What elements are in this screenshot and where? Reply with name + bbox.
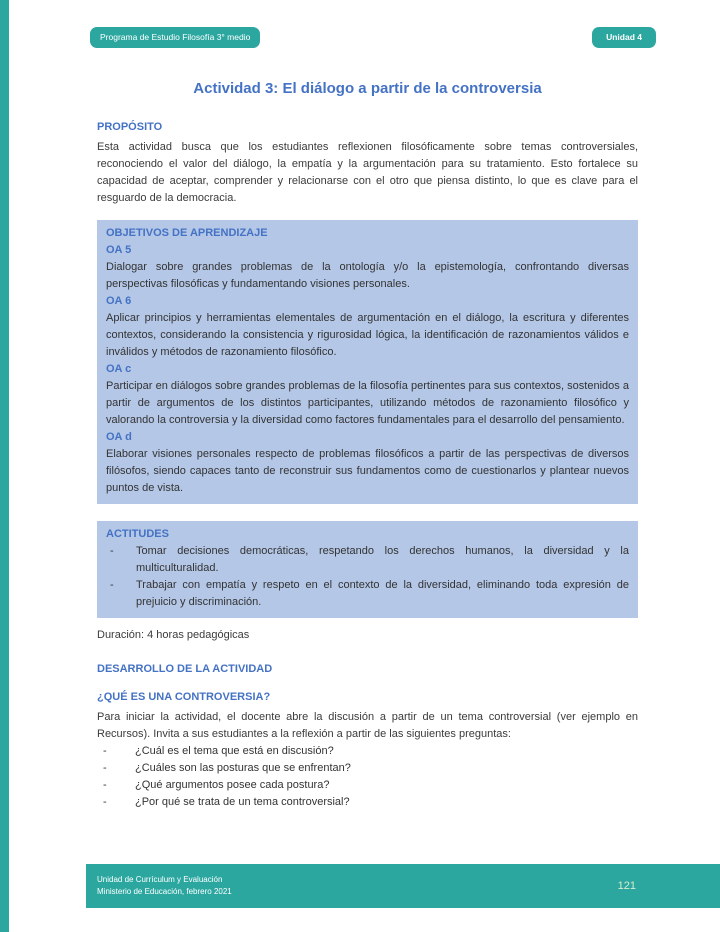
actitudes-heading: ACTITUDES (106, 528, 169, 540)
dash-bullet: - (103, 779, 107, 791)
left-accent-bar (0, 0, 9, 932)
footer-bar (86, 864, 720, 908)
oa-text-c: Participar en diálogos sobre grandes problemas de la filosofía pertinentes para sus contextos, sostenidos a partir de argumentos de los distintos participantes, utilizando métodos de razonamiento filosófico y valorando la controversia y la diversidad como factores fundamentales para el desarrollo del pensamiento. (106, 380, 629, 426)
controversia-intro: Para iniciar la actividad, el docente abre la discusión a partir de un tema controversial (ver ejemplo en Recursos). Invita a sus estudiantes a la reflexión a partir de las siguientes preguntas: (97, 711, 638, 740)
question-text: ¿Por qué se trata de un tema controversial? (135, 796, 350, 808)
question-item (97, 794, 638, 811)
oa-text-5: Dialogar sobre grandes problemas de la ontología y/o la epistemología, confrontando diversas perspectivas filosóficas y fundamentando visiones personales. (106, 261, 629, 290)
program-badge: Programa de Estudio Filosofía 3° medio (90, 27, 260, 48)
activity-title: Actividad 3: El diálogo a partir de la controversia (193, 80, 542, 97)
footer-line2: Ministerio de Educación, febrero 2021 (97, 887, 232, 896)
question-item (97, 760, 638, 777)
question-text: ¿Qué argumentos posee cada postura? (135, 779, 330, 791)
actitud-text: Trabajar con empatía y respeto en el contexto de la diversidad, eliminando toda expresión de prejuicio y discriminación. (136, 579, 629, 608)
page-number: 121 (617, 880, 636, 892)
dash-bullet: - (110, 545, 114, 557)
oa-text-6: Aplicar principios y herramientas elementales de argumentación en el diálogo, la escritura y diferentes contextos, considerando la consistencia y rigurosidad lógica, la identificación de razonamientos válidos e inválidos y métodos de razonamiento filosófico. (106, 312, 629, 358)
page-content (97, 80, 638, 811)
actitudes-box (97, 521, 638, 618)
dash-bullet: - (103, 745, 107, 757)
actitud-item (106, 543, 629, 577)
proposito-heading: PROPÓSITO (97, 121, 163, 133)
dash-bullet: - (103, 762, 107, 774)
desarrollo-heading: DESARROLLO DE LA ACTIVIDAD (97, 663, 273, 675)
question-item (97, 743, 638, 760)
footer-credits (97, 874, 232, 898)
actitud-item (106, 577, 629, 611)
actitud-text: Tomar decisiones democráticas, respetando los derechos humanos, la diversidad y la multiculturalidad. (136, 545, 629, 574)
oa-code-c: OA c (106, 363, 132, 375)
duration-text: Duración: 4 horas pedagógicas (97, 629, 250, 641)
objetivos-box (97, 220, 638, 504)
controversia-heading: ¿QUÉ ES UNA CONTROVERSIA? (97, 691, 271, 703)
oa-code-5: OA 5 (106, 244, 132, 256)
dash-bullet: - (103, 796, 107, 808)
question-item (97, 777, 638, 794)
oa-code-d: OA d (106, 431, 132, 443)
unit-badge: Unidad 4 (592, 27, 656, 48)
objetivos-heading: OBJETIVOS DE APRENDIZAJE (106, 227, 268, 239)
oa-code-6: OA 6 (106, 295, 132, 307)
proposito-paragraph: Esta actividad busca que los estudiantes reflexionen filosóficamente sobre temas controversiales, reconociendo el valor del diálogo, la empatía y la argumentación para su tratamiento. Esto fortalece su capacidad de aceptar, comprender y relacionarse con el otro que piensa distinto, lo que es clave para el resguardo de la democracia. (97, 141, 638, 204)
footer-line1: Unidad de Currículum y Evaluación (97, 875, 223, 884)
page-header (90, 27, 656, 48)
dash-bullet: - (110, 579, 114, 591)
question-text: ¿Cuáles son las posturas que se enfrentan? (135, 762, 351, 774)
oa-text-d: Elaborar visiones personales respecto de problemas filosóficos a partir de las perspectivas de diversos filósofos, siendo capaces tanto de reconstruir sus fundamentos como de cuestionarlos y plantear nuevos puntos de vista. (106, 448, 629, 494)
question-text: ¿Cuál es el tema que está en discusión? (135, 745, 334, 757)
